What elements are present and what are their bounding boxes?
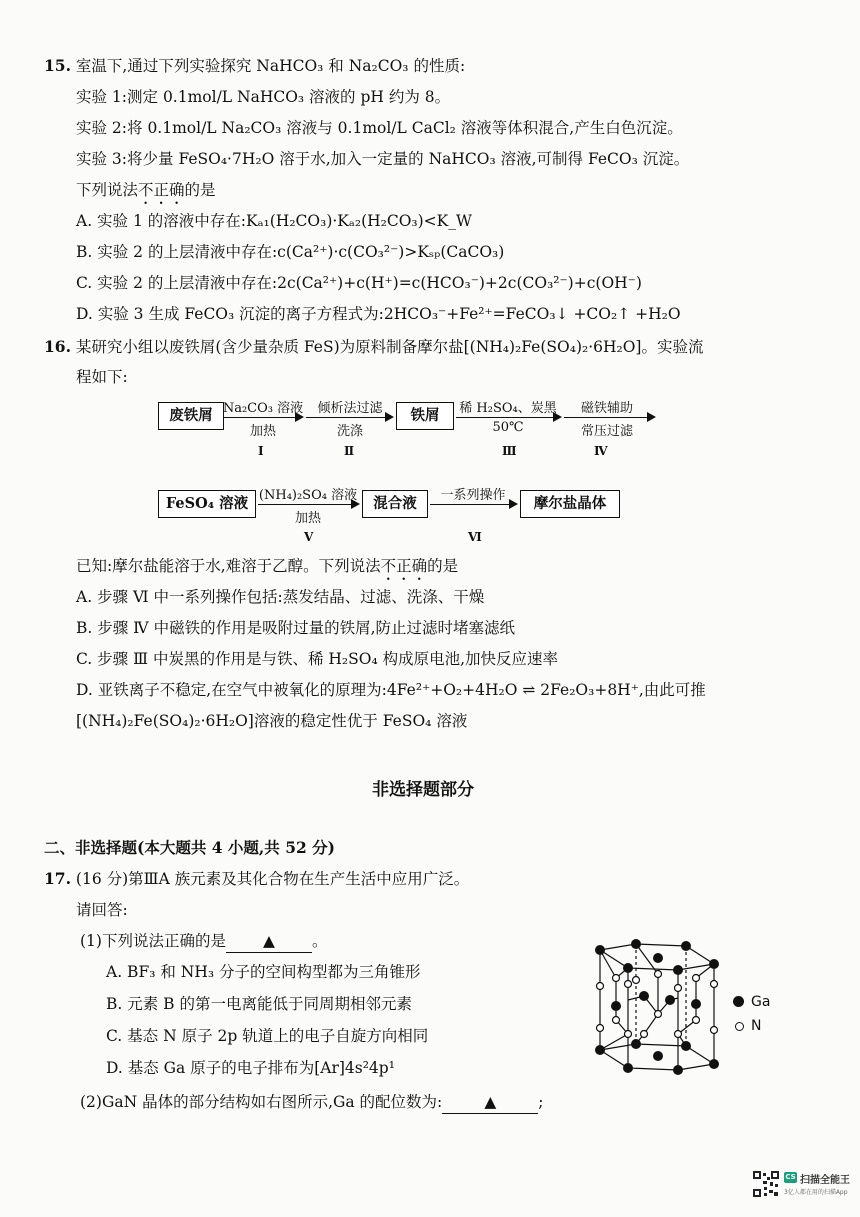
gan-crystal-structure <box>578 938 728 1080</box>
q16-known-pre: 已知:摩尔盐能溶于水,难溶于乙醇。下列说法 <box>76 557 381 575</box>
flow-arrow-6 <box>430 504 516 505</box>
q16-number: 16. <box>44 337 71 356</box>
flow-arrow5-top: (NH₄)₂SO₄ 溶液 <box>258 488 358 503</box>
flow-step-4: Ⅳ <box>594 444 608 458</box>
flow-arrow4-top: 磁铁辅助 <box>580 401 633 416</box>
flow-arrow6-top: 一系列操作 <box>440 488 506 503</box>
flow-arrow-3 <box>456 417 560 418</box>
flow-box-scrap-iron: 废铁屑 <box>158 402 224 430</box>
q17-sub2-post: ; <box>538 1093 544 1111</box>
q15-exp2: 实验 2:将 0.1mol/L Na₂CO₃ 溶液与 0.1mol/L CaCl₂ 溶液等体积混合,产生白色沉淀。 <box>76 119 683 137</box>
flow-box-mohr-salt: 摩尔盐晶体 <box>520 490 620 518</box>
flow-arrow-2 <box>306 417 392 418</box>
q17-number: 17. <box>44 869 71 888</box>
q16-stem-line <box>44 336 703 358</box>
q17-sub1 <box>80 930 327 953</box>
q17-option-a: A. BF₃ 和 NH₃ 分子的空间构型都为三角锥形 <box>106 963 421 981</box>
q16-option-b: B. 步骤 Ⅳ 中磁铁的作用是吸附过量的铁屑,防止过滤时堵塞滤纸 <box>76 619 516 637</box>
flow-arrow2-top: 倾析法过滤 <box>317 401 383 416</box>
ga-legend-label: Ga <box>751 994 771 1010</box>
part-two-heading: 二、非选择题(本大题共 4 小题,共 52 分) <box>44 838 336 857</box>
q16-option-a: A. 步骤 Ⅵ 中一系列操作包括:蒸发结晶、过滤、洗涤、干燥 <box>76 588 485 606</box>
camscanner-title: 扫描全能王 <box>800 1175 850 1186</box>
q16-stem-1: 某研究小组以废铁屑(含少量杂质 FeS)为原料制备摩尔盐[(NH₄)₂Fe(SO₄)₂·6H₂O]。实验流 <box>75 338 704 356</box>
flow-arrow3-bottom: 50℃ <box>492 420 524 435</box>
ga-legend-marker <box>733 996 744 1007</box>
q17-prompt: 请回答: <box>76 901 128 919</box>
flow-box-feso4: FeSO₄ 溶液 <box>158 490 256 518</box>
flow-arrow1-top: Na₂CO₃ 溶液 <box>222 401 304 416</box>
q15-exp1: 实验 1:测定 0.1mol/L NaHCO₃ 溶液的 pH 约为 8。 <box>76 88 451 106</box>
q15-exp3: 实验 3:将少量 FeSO₄·7H₂O 溶于水,加入一定量的 NaHCO₃ 溶液,可制得 FeCO₃ 沉淀。 <box>76 150 690 168</box>
q16-option-c: C. 步骤 Ⅲ 中炭黑的作用是与铁、稀 H₂SO₄ 构成原电池,加快反应速率 <box>76 650 559 668</box>
flow-step-6: Ⅵ <box>468 530 482 544</box>
flow-arrow1-bottom: 加热 <box>249 424 276 439</box>
flow-step-1: Ⅰ <box>258 444 264 458</box>
q17-sub1-pre: (1)下列说法正确的是 <box>80 932 226 950</box>
n-legend-label: N <box>751 1018 762 1034</box>
q16-known <box>76 555 458 584</box>
q15-ask-emphasis: 不正确 <box>138 181 185 199</box>
qr-code-icon <box>752 1170 780 1198</box>
q15-ask <box>76 179 216 208</box>
flow-step-3: Ⅲ <box>502 444 517 458</box>
flow-arrow5-bottom: 加热 <box>294 511 321 526</box>
camscanner-subtitle: 3亿人都在用的扫描App <box>784 1189 848 1196</box>
flow-arrow4-bottom: 常压过滤 <box>580 424 633 439</box>
q17-stem: (16 分)第ⅢA 族元素及其化合物在生产生活中应用广泛。 <box>75 870 470 888</box>
n-legend-marker <box>735 1022 744 1031</box>
section-title: 非选择题部分 <box>372 780 474 800</box>
q16-option-d-line1: D. 亚铁离子不稳定,在空气中被氧化的原理为:4Fe²⁺+O₂+4H₂O ⇌ 2Fe₂O₃+8H⁺,由此可推 <box>76 681 706 699</box>
flow-arrow2-bottom: 洗涤 <box>336 424 363 439</box>
q17-option-d: D. 基态 Ga 原子的电子排布为[Ar]4s²4p¹ <box>106 1059 395 1077</box>
flow-step-5: Ⅴ <box>304 530 314 544</box>
q17-sub1-post: 。 <box>311 932 328 950</box>
flow-box-mixture: 混合液 <box>362 490 428 518</box>
flow-arrow3-top: 稀 H₂SO₄、炭黑 <box>459 401 557 416</box>
q17-stem-line <box>44 868 469 890</box>
q15-ask-pre: 下列说法 <box>76 181 139 199</box>
q17-sub2-answer-blank[interactable]: ▲ <box>442 1091 538 1114</box>
q15-ask-post: 的是 <box>184 181 216 199</box>
scanner-watermark <box>752 1168 850 1202</box>
flow-arrow-5 <box>258 504 358 505</box>
q17-sub2 <box>80 1091 544 1114</box>
camscanner-logo: CS <box>785 1173 796 1181</box>
flow-arrow-1 <box>224 417 302 418</box>
q15-option-c: C. 实验 2 的上层清液中存在:2c(Ca²⁺)+c(H⁺)=c(HCO₃⁻)+2c(CO₃²⁻)+c(OH⁻) <box>76 274 642 292</box>
q15-number: 15. <box>44 56 71 75</box>
q15-option-d: D. 实验 3 生成 FeCO₃ 沉淀的离子方程式为:2HCO₃⁻+Fe²⁺=FeCO₃↓ +CO₂↑ +H₂O <box>76 305 681 323</box>
flow-box-iron-filings: 铁屑 <box>396 402 454 430</box>
q15-option-b: B. 实验 2 的上层清液中存在:c(Ca²⁺)·c(CO₃²⁻)>Kₛₚ(CaCO₃) <box>76 243 505 261</box>
q16-stem-2: 程如下: <box>76 368 128 386</box>
q16-known-emphasis: 不正确 <box>380 557 428 575</box>
q17-option-c: C. 基态 N 原子 2p 轨道上的电子自旋方向相同 <box>106 1027 429 1045</box>
q15-stem-line <box>44 55 465 77</box>
q17-option-b: B. 元素 B 的第一电离能低于同周期相邻元素 <box>106 995 412 1013</box>
q15-stem: 室温下,通过下列实验探究 NaHCO₃ 和 Na₂CO₃ 的性质: <box>75 57 466 75</box>
flow-arrow-4 <box>564 417 654 418</box>
flow-step-2: Ⅱ <box>344 444 355 458</box>
q17-sub1-answer-blank[interactable]: ▲ <box>226 930 312 953</box>
q17-sub2-pre: (2)GaN 晶体的部分结构如右图所示,Ga 的配位数为: <box>80 1093 443 1111</box>
q15-option-a: A. 实验 1 的溶液中存在:Kₐ₁(H₂CO₃)·Kₐ₂(H₂CO₃)<K_W <box>76 212 472 230</box>
q16-option-d-line2: [(NH₄)₂Fe(SO₄)₂·6H₂O]溶液的稳定性优于 FeSO₄ 溶液 <box>76 712 468 730</box>
q16-known-post: 的是 <box>427 557 459 575</box>
